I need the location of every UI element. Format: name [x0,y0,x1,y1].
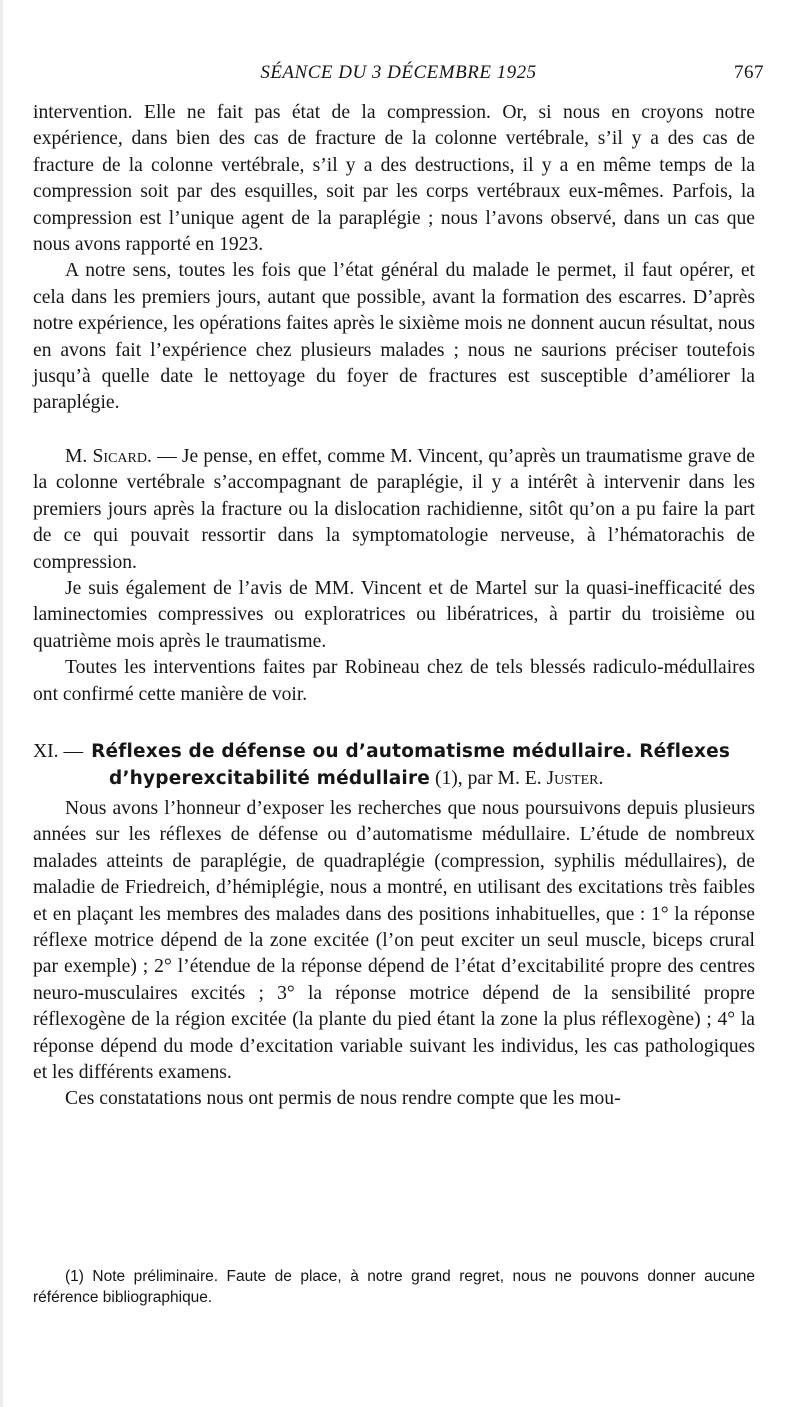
footnote-reference: (1), par [430,767,498,789]
paragraph: Toutes les interventions faites par Robineau chez de tels blessés radiculo-médullaires ont confirmé cette manière de voir. [33,657,755,705]
scan-edge-shade [0,0,3,1407]
paragraph: A notre sens, toutes les fois que l’état général du malade le permet, il faut opérer, et cela dans les premiers jours, autant que possible, avant la formation des escarres. D’après notre expérience, les opérations faites après le sixième mois ne donnent aucun résultat, nous en avons fait l’expérience chez plusieurs malades ; nous ne saurions préciser toutefois jusqu’à quelle date le nettoyage du foyer de fractures est susceptible d’améliorer la paraplégie. [33,260,756,414]
section-title: Réflexes de défense ou d’automatisme médullaire. Réflexes d’hyperexcitabilité médullaire [91,740,731,789]
body-text [33,100,755,1113]
section-number: XI. — [33,740,84,762]
running-head [33,62,764,92]
speaker-remarks: — Je pense, en effet, comme M. Vincent, qu’après un traumatisme grave de la colonne vertébrale s’accompagnant de paraplégie, il y a intérêt à intervenir dans les premiers jours après la fracture ou la dislocation rachidienne, sitôt qu’on a pu faire la part de ce qui pouvait ressortir dans la symptomatologie nerveuse, à l’hématorachis de compression. [33,445,755,573]
paragraph-sicard [33,444,755,576]
paragraph: Ces constatations nous ont permis de nous rendre compte que les mou- [65,1088,621,1110]
section-heading [33,738,755,792]
paragraph: Je suis également de l’avis de MM. Vincent et de Martel sur la quasi-inefficacité des laminectomies compressives ou exploratrices ou libératrices, à partir du troisième ou quatrième mois après le traumatisme. [33,577,755,652]
speaker-name: M. Sicard. [65,445,152,467]
footnote: (1) Note préliminaire. Faute de place, à notre grand regret, nous ne pouvons donner aucune référence bibliographique. [33,1268,755,1306]
running-head-title: SÉANCE DU 3 DÉCEMBRE 1925 [260,62,537,83]
paragraph: Nous avons l’honneur d’exposer les recherches que nous poursuivons depuis plusieurs années sur les réflexes de défense ou d’automatisme médullaire. L’étude de nombreux malades atteints de paraplégie, de quadraplégie (compression, syphilis médullaires), de maladie de Friedreich, d’hémiplégie, nous a montré, en utilisant des excitations très faibles et en plaçant les membres des malades dans des positions inhabituelles, que : 1° la réponse réflexe motrice dépend de la zone excitée (l’on peut exciter un seul muscle, biceps crural par exemple) ; 2° l’étendue de la réponse dépend de l’état d’excitabilité propre des centres neuro-musculaires excités ; 3° la réponse motrice dépend de la sensibilité propre réflexogène de la région excitée (la plante du pied étant la zone la plus réflexogène) ; 4° la réponse dépend du mode d’excitation variable suivant les individus, les cas pathologiques et les différents examens. [33,797,755,1083]
paragraph-continuation: intervention. Elle ne fait pas état de la compression. Or, si nous en croyons notre expérience, dans bien des cas de fracture de la colonne vertébrale, s’il y a des cas de fracture de la colonne vertébrale, s’il y a des destructions, il y a en même temps de la compression soit par des esquilles, soit par les corps vertébraux eux-mêmes. Parfois, la compression est l’unique agent de la paraplégie ; nous l’avons observé, dans un cas que nous avons rapporté en 1923. [33,102,755,256]
section-author: M. E. Juster. [497,767,604,789]
page-number: 767 [734,62,764,83]
